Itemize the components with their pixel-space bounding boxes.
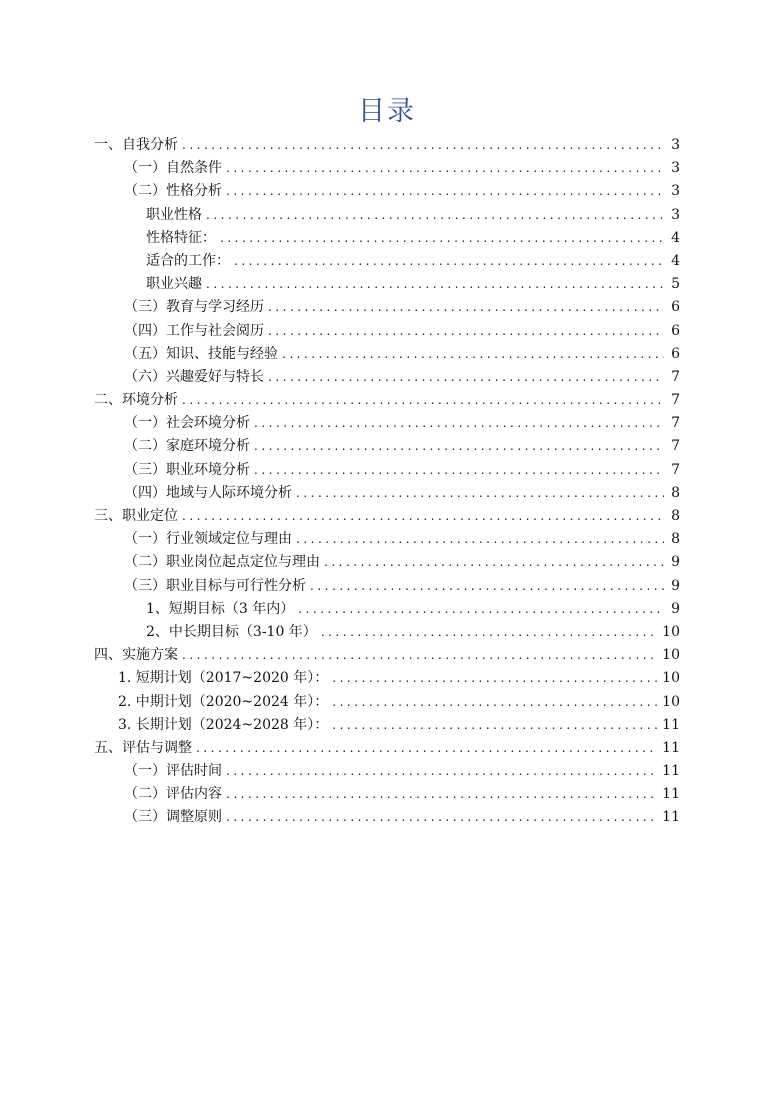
toc-entry-title[interactable]: 一、自我分析 (94, 137, 178, 153)
toc-dot-leader (254, 412, 664, 435)
toc-page-number: 11 (662, 763, 680, 780)
toc-entry[interactable] (94, 482, 680, 505)
toc-page-number: 7 (671, 368, 680, 385)
toc-dot-leader (254, 459, 664, 482)
toc-entry-title[interactable]: （四）工作与社会阅历 (124, 322, 264, 339)
toc-dot-leader (182, 644, 658, 667)
toc-entry[interactable] (94, 644, 680, 667)
toc-dot-leader (254, 435, 664, 458)
toc-page-number: 9 (671, 577, 680, 594)
toc-entry-title[interactable]: （一）评估时间 (124, 763, 222, 780)
toc-dot-leader (310, 575, 664, 598)
toc-entry[interactable] (94, 412, 680, 435)
toc-dot-leader (226, 157, 664, 180)
toc-entry-title[interactable]: 适合的工作： (146, 252, 230, 269)
toc-entry[interactable] (94, 435, 680, 458)
toc-entry[interactable] (94, 783, 680, 806)
toc-entry-title[interactable]: 四、实施方案 (94, 647, 178, 664)
toc-entry[interactable] (94, 134, 680, 157)
toc-entry-title[interactable]: （二）评估内容 (124, 786, 222, 803)
toc-entry-title[interactable]: （二）职业岗位起点定位与理由 (124, 554, 320, 571)
toc-dot-leader (332, 714, 658, 737)
toc-page-number: 8 (671, 484, 680, 501)
toc-entry[interactable] (94, 760, 680, 783)
toc-dot-leader (182, 505, 664, 528)
toc-page-number: 11 (662, 786, 680, 803)
toc-entry-title[interactable]: 五、评估与调整 (94, 739, 192, 756)
toc-entry[interactable] (94, 273, 680, 296)
toc-dot-leader (332, 667, 658, 690)
toc-page-number: 8 (671, 531, 680, 548)
toc-page-number: 6 (671, 299, 680, 316)
toc-entry[interactable] (94, 575, 680, 598)
toc-dot-leader (206, 273, 664, 296)
toc-page-number: 7 (671, 438, 680, 455)
toc-page-number: 9 (671, 554, 680, 571)
toc-page-number: 9 (671, 600, 680, 617)
toc-entry[interactable] (94, 714, 680, 737)
toc-entry-title[interactable]: （三）职业目标与可行性分析 (124, 577, 306, 594)
toc-entry-title[interactable]: 1、短期目标（3 年内） (146, 600, 295, 617)
toc-dot-leader (332, 691, 658, 714)
toc-entry[interactable] (94, 528, 680, 551)
toc-dot-leader (321, 621, 658, 644)
toc-entry[interactable] (94, 343, 680, 366)
toc-page-number: 10 (662, 670, 680, 687)
toc-entry-title[interactable]: 二、环境分析 (94, 392, 178, 409)
toc-entry-title[interactable]: （六）兴趣爱好与特长 (124, 368, 264, 385)
toc-dot-leader (182, 134, 664, 157)
toc-entry-title[interactable]: 2、中长期目标（3-10 年） (146, 623, 317, 640)
toc-entry-title[interactable]: （四）地域与人际环境分析 (124, 484, 292, 501)
toc-entry[interactable] (94, 157, 680, 180)
toc-entry[interactable] (94, 667, 680, 690)
toc-entry-title[interactable]: （三）职业环境分析 (124, 461, 250, 478)
toc-dot-leader (226, 783, 658, 806)
toc-dot-leader (324, 551, 664, 574)
toc-entry-title[interactable]: 2. 中期计划（2020~2024 年）： (118, 693, 329, 710)
toc-entry[interactable] (94, 737, 680, 760)
toc-dot-leader (296, 528, 664, 551)
toc-entry[interactable] (94, 250, 680, 273)
toc-dot-leader (268, 366, 664, 389)
toc-page-number: 7 (671, 415, 680, 432)
toc-dot-leader (296, 482, 664, 505)
toc-entry[interactable] (94, 227, 680, 250)
toc-page-number: 11 (662, 739, 680, 756)
toc-entry[interactable] (94, 320, 680, 343)
toc-entry[interactable] (94, 621, 680, 644)
toc-entry-title[interactable]: （一）自然条件 (124, 160, 222, 177)
toc-dot-leader (282, 343, 664, 366)
toc-title: 目录 (358, 96, 416, 127)
toc-entry-title[interactable]: （一）行业领域定位与理由 (124, 531, 292, 548)
toc-entry-title[interactable]: 性格特征： (146, 229, 216, 246)
toc-entry[interactable] (94, 180, 680, 203)
toc-dot-leader (234, 250, 664, 273)
toc-page-number: 5 (671, 276, 680, 293)
toc-page-number: 11 (662, 809, 680, 826)
toc-page-number: 8 (671, 508, 680, 524)
toc-entry[interactable] (94, 806, 680, 829)
toc-page-number: 6 (671, 345, 680, 362)
toc-dot-leader (196, 737, 658, 760)
toc-entry-title[interactable]: 1. 短期计划（2017~2020 年）： (118, 670, 329, 687)
toc-entry[interactable] (94, 204, 680, 227)
toc-dot-leader (182, 389, 664, 412)
toc-dot-leader (298, 598, 664, 621)
toc-entry-title[interactable]: （二）性格分析 (124, 183, 222, 200)
toc-dot-leader (268, 320, 664, 343)
toc-dot-leader (226, 806, 658, 829)
toc-entry[interactable] (94, 366, 680, 389)
toc-entry-title[interactable]: 3. 长期计划（2024~2028 年）： (118, 716, 329, 733)
toc-page-number: 4 (671, 252, 680, 269)
toc-entry[interactable] (94, 691, 680, 714)
toc-entry-title[interactable]: （二）家庭环境分析 (124, 438, 250, 455)
toc-dot-leader (220, 227, 664, 250)
toc-dot-leader (226, 760, 658, 783)
toc-entry[interactable] (94, 459, 680, 482)
toc-entry-title[interactable]: （三）教育与学习经历 (124, 299, 264, 316)
toc-dot-leader (226, 180, 664, 203)
toc-entry[interactable] (94, 505, 680, 528)
toc-dot-leader (206, 204, 664, 227)
toc-entry[interactable] (94, 551, 680, 574)
toc-page-number: 3 (671, 160, 680, 177)
toc-entry-title[interactable]: 三、职业定位 (94, 508, 178, 524)
toc-entry-title[interactable]: （一）社会环境分析 (124, 415, 250, 432)
table-of-contents (94, 134, 680, 830)
toc-page-number: 10 (662, 623, 680, 640)
toc-page-number: 7 (671, 461, 680, 478)
toc-entry[interactable] (94, 389, 680, 412)
toc-page-number: 10 (662, 693, 680, 710)
toc-page-number: 3 (671, 183, 680, 200)
toc-entry-title[interactable]: （五）知识、技能与经验 (124, 345, 278, 362)
toc-page-number: 4 (671, 229, 680, 246)
toc-entry[interactable] (94, 296, 680, 319)
toc-page-number: 11 (662, 716, 680, 733)
toc-page-number: 3 (671, 137, 680, 153)
toc-page-number: 3 (671, 206, 680, 223)
toc-entry-title[interactable]: 职业性格 (146, 206, 202, 223)
toc-page-number: 10 (662, 647, 680, 664)
toc-page-number: 7 (671, 392, 680, 409)
toc-entry-title[interactable]: 职业兴趣 (146, 276, 202, 293)
toc-entry[interactable] (94, 598, 680, 621)
toc-dot-leader (268, 296, 664, 319)
toc-page-number: 6 (671, 322, 680, 339)
toc-entry-title[interactable]: （三）调整原则 (124, 809, 222, 826)
